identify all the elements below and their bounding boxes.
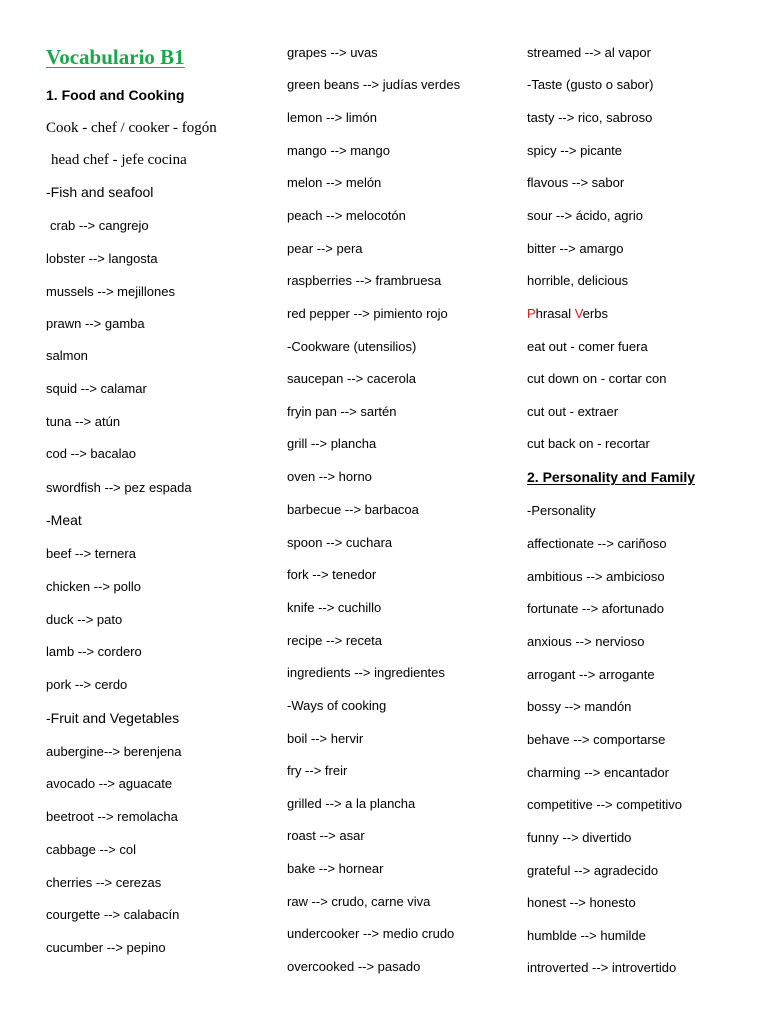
subheading-phrasal-verbs bbox=[527, 306, 608, 322]
phrasal-initial-p: P bbox=[527, 306, 536, 321]
subheading-fruit-vegetables: -Fruit and Vegetables bbox=[46, 710, 180, 726]
list-item: eat out - comer fuera bbox=[527, 339, 648, 354]
list-item: salmon bbox=[46, 348, 88, 363]
list-item: barbecue --> barbacoa bbox=[287, 502, 419, 517]
list-item: lobster --> langosta bbox=[46, 251, 158, 266]
list-item: knife --> cuchillo bbox=[287, 600, 382, 615]
list-item: arrogant --> arrogante bbox=[527, 667, 655, 682]
list-item: cherries --> cerezas bbox=[46, 875, 162, 890]
list-item: cut back on - recortar bbox=[527, 436, 650, 451]
list-item: oven --> horno bbox=[287, 469, 372, 484]
list-item: behave --> comportarse bbox=[527, 732, 666, 747]
list-item: pear --> pera bbox=[287, 241, 363, 256]
list-item: roast --> asar bbox=[287, 828, 365, 843]
list-item: anxious --> nervioso bbox=[527, 634, 645, 649]
list-item: cabbage --> col bbox=[46, 842, 136, 857]
list-item: mussels --> mejillones bbox=[46, 284, 175, 299]
list-item: chicken --> pollo bbox=[46, 579, 142, 594]
phrasal-text-2: erbs bbox=[582, 306, 608, 321]
list-item: pork --> cerdo bbox=[46, 677, 128, 692]
list-item: melon --> melón bbox=[287, 175, 382, 190]
list-item: introverted --> introvertido bbox=[527, 960, 677, 975]
list-item: prawn --> gamba bbox=[46, 316, 145, 331]
list-item: Cook - chef / cooker - fogón bbox=[46, 120, 217, 136]
subheading-cookware: -Cookware (utensilios) bbox=[287, 339, 417, 354]
list-item: peach --> melocotón bbox=[287, 208, 406, 223]
list-item: spicy --> picante bbox=[527, 143, 623, 158]
list-item: red pepper --> pimiento rojo bbox=[287, 306, 448, 321]
list-item: charming --> encantador bbox=[527, 765, 669, 780]
list-item: avocado --> aguacate bbox=[46, 776, 173, 791]
page-title: Vocabulario B1 bbox=[46, 45, 185, 69]
list-item: recipe --> receta bbox=[287, 633, 383, 648]
list-item: cod --> bacalao bbox=[46, 446, 136, 461]
subheading-fish-seafood: -Fish and seafool bbox=[46, 184, 154, 200]
list-item: ingredients --> ingredientes bbox=[287, 665, 445, 680]
list-item: undercooker --> medio crudo bbox=[287, 926, 455, 941]
list-item: mango --> mango bbox=[287, 143, 390, 158]
list-item: head chef - jefe cocina bbox=[51, 152, 187, 168]
section-heading-personality-family: 2. Personality and Family bbox=[527, 469, 696, 485]
list-item: boil --> hervir bbox=[287, 731, 364, 746]
list-item: cut down on - cortar con bbox=[527, 371, 667, 386]
subheading-meat: -Meat bbox=[46, 512, 82, 528]
list-item: grapes --> uvas bbox=[287, 45, 378, 60]
list-item: sour --> ácido, agrio bbox=[527, 208, 643, 223]
list-item: affectionate --> cariñoso bbox=[527, 536, 667, 551]
list-item: green beans --> judías verdes bbox=[287, 77, 461, 92]
list-item: spoon --> cuchara bbox=[287, 535, 393, 550]
list-item: grill --> plancha bbox=[287, 436, 377, 451]
list-item: competitive --> competitivo bbox=[527, 797, 682, 812]
list-item: aubergine--> berenjena bbox=[46, 744, 182, 759]
list-item: horrible, delicious bbox=[527, 273, 629, 288]
list-item: squid --> calamar bbox=[46, 381, 147, 396]
list-item: tasty --> rico, sabroso bbox=[527, 110, 653, 125]
subheading-taste: -Taste (gusto o sabor) bbox=[527, 77, 654, 92]
list-item: bitter --> amargo bbox=[527, 241, 624, 256]
list-item: bake --> hornear bbox=[287, 861, 384, 876]
list-item: overcooked --> pasado bbox=[287, 959, 421, 974]
list-item: bossy --> mandón bbox=[527, 699, 632, 714]
list-item: cucumber --> pepino bbox=[46, 940, 166, 955]
list-item: crab --> cangrejo bbox=[50, 218, 149, 233]
list-item: grilled --> a la plancha bbox=[287, 796, 416, 811]
phrasal-initial-v: V bbox=[574, 306, 583, 321]
list-item: honest --> honesto bbox=[527, 895, 636, 910]
list-item: courgette --> calabacín bbox=[46, 907, 180, 922]
list-item: lemon --> limón bbox=[287, 110, 377, 125]
list-item: saucepan --> cacerola bbox=[287, 371, 416, 386]
list-item: fryin pan --> sartén bbox=[287, 404, 397, 419]
list-item: beef --> ternera bbox=[46, 546, 136, 561]
list-item: fork --> tenedor bbox=[287, 567, 377, 582]
list-item: flavous --> sabor bbox=[527, 175, 625, 190]
list-item: ambitious --> ambicioso bbox=[527, 569, 665, 584]
list-item: raw --> crudo, carne viva bbox=[287, 894, 431, 909]
list-item: streamed --> al vapor bbox=[527, 45, 651, 60]
list-item: lamb --> cordero bbox=[46, 644, 142, 659]
section-heading-food-cooking: 1. Food and Cooking bbox=[46, 87, 185, 103]
list-item: swordfish --> pez espada bbox=[46, 480, 192, 495]
list-item: fortunate --> afortunado bbox=[527, 601, 664, 616]
list-item: tuna --> atún bbox=[46, 414, 121, 429]
list-item: humblde --> humilde bbox=[527, 928, 646, 943]
list-item: grateful --> agradecido bbox=[527, 863, 659, 878]
phrasal-text-1: hrasal bbox=[535, 306, 575, 321]
list-item: funny --> divertido bbox=[527, 830, 632, 845]
list-item: raspberries --> frambruesa bbox=[287, 273, 442, 288]
list-item: duck --> pato bbox=[46, 612, 123, 627]
subheading-ways-of-cooking: -Ways of cooking bbox=[287, 698, 387, 713]
list-item: beetroot --> remolacha bbox=[46, 809, 178, 824]
subheading-personality: -Personality bbox=[527, 503, 596, 518]
list-item: fry --> freir bbox=[287, 763, 348, 778]
list-item: cut out - extraer bbox=[527, 404, 619, 419]
